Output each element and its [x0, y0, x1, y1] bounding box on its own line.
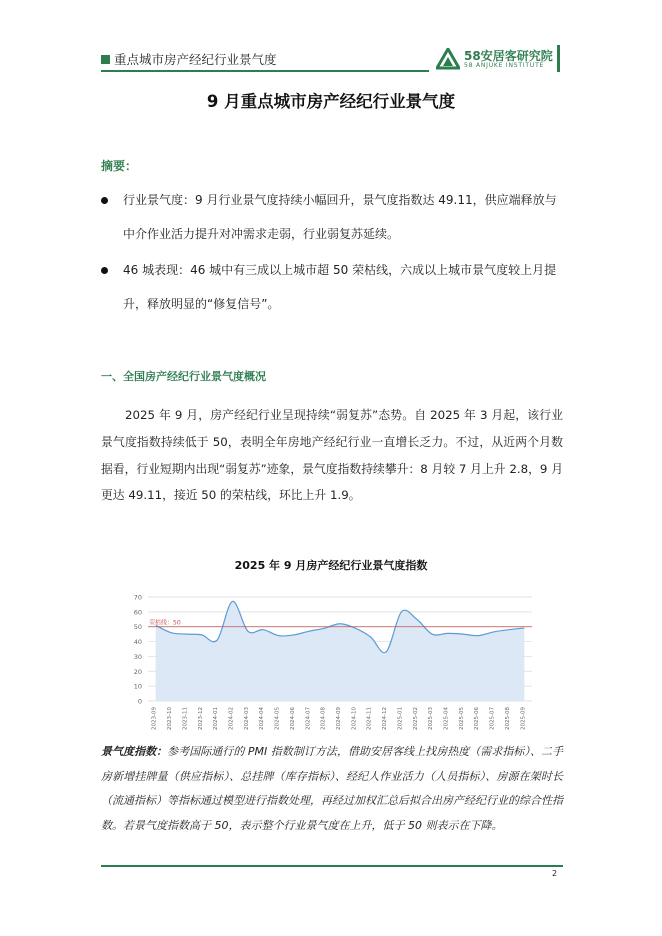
definition-label: 景气度指数：	[101, 745, 168, 758]
x-tick-label: 2024-11	[366, 707, 373, 730]
bullet-text: 46 城表现：46 城中有三成以上城市超 50 荣枯线，六成以上城市景气度较上月提升，释放明显的“修复信号”。	[123, 263, 557, 311]
x-tick-label: 2024-07	[305, 707, 312, 730]
body-paragraph	[101, 402, 563, 509]
logo-bar	[557, 45, 560, 72]
x-tick-label: 2024-12	[382, 707, 389, 730]
x-tick-label: 2024-04	[259, 707, 266, 730]
bullet-dot-icon	[101, 197, 108, 204]
y-tick-label: 10	[133, 682, 142, 691]
x-tick-label: 2025-09	[520, 707, 527, 730]
x-tick-label: 2023-12	[197, 707, 204, 730]
square-icon	[101, 55, 110, 64]
bullet-item	[101, 253, 563, 321]
y-tick-label: 20	[133, 667, 142, 676]
x-tick-label: 2024-01	[213, 707, 220, 730]
y-tick-label: 60	[133, 608, 142, 617]
x-tick-label: 2024-02	[228, 707, 235, 730]
x-tick-label: 2025-02	[412, 707, 419, 730]
x-tick-label: 2025-05	[458, 707, 465, 730]
chart-title: 2025 年 9 月房产经纪行业景气度指数	[234, 559, 428, 572]
body-paragraph-text: 2025 年 9 月，房产经纪行业呈现持续“弱复苏”态势。自 2025 年 3 月起，该行业景气度指数持续低于 50，表明全年房地产经纪行业一直增长乏力。不过，从近两个月数据看，行业短期内出现“弱复苏”迹象，景气度指数持续攀升：8 月较 7 月上升 2.8，9 月更达 49.11，接近 50 的荣枯线，环比上升 1.9。	[101, 408, 563, 503]
x-tick-label: 2024-10	[351, 707, 358, 730]
document-title: 9 月重点城市房产经纪行业景气度	[206, 92, 456, 111]
header-rule	[101, 70, 429, 72]
page-number: 2	[552, 869, 558, 878]
x-tick-label: 2025-06	[474, 707, 481, 730]
x-tick-label: 2023-10	[167, 707, 174, 730]
line-chart	[120, 585, 540, 745]
x-tick-label: 2025-07	[489, 707, 496, 730]
bullet-text: 行业景气度：9 月行业景气度持续小幅回升，景气度指数达 49.11，供应端释放与中介作业活力提升对冲需求走弱，行业弱复苏延续。	[123, 193, 557, 241]
bullet-dot-icon	[101, 267, 108, 274]
logo-mark-icon	[436, 48, 460, 70]
x-tick-label: 2024-06	[289, 707, 296, 730]
x-tick-label: 2024-03	[243, 707, 250, 730]
y-tick-label: 0	[137, 697, 142, 706]
y-tick-label: 30	[133, 652, 142, 661]
reference-line-label: 荣枯线：50	[149, 619, 181, 627]
footer-rule	[101, 865, 563, 867]
y-tick-label: 40	[133, 638, 142, 647]
x-tick-label: 2024-09	[336, 707, 342, 730]
logo-name: 58安居客研究院	[464, 49, 553, 63]
running-header-title: 重点城市房产经纪行业景气度	[114, 52, 277, 67]
x-tick-label: 2025-04	[443, 707, 450, 730]
index-definition	[101, 740, 563, 838]
running-header	[101, 50, 277, 68]
x-tick-label: 2025-01	[397, 707, 404, 730]
x-tick-label: 2025-03	[428, 707, 435, 730]
y-tick-label: 50	[133, 623, 142, 632]
logo-subtitle: 58 ANJUKE INSTITUTE	[464, 62, 545, 69]
area-fill	[156, 601, 525, 701]
logo	[436, 44, 556, 74]
definition-text: 参考国际通行的 PMI 指数制订方法，借助安居客线上找房热度（需求指标）、二手房新增挂牌量（供应指标）、总挂牌（库存指标）、经纪人作业活力（人员指标）、房源在架时长（流通指标）等指标通过模型进行指数处理，再经过加权汇总后拟合出房产经纪行业的综合性指数。若景气度指数高于 50，表示整个行业景气度在上升，低于 50 则表示在下降。	[101, 745, 564, 832]
x-tick-label: 2023-09	[151, 707, 158, 730]
y-tick-label: 70	[133, 593, 142, 602]
x-tick-label: 2024-08	[320, 707, 327, 730]
x-tick-label: 2024-05	[274, 707, 281, 730]
x-tick-label: 2023-11	[182, 707, 189, 730]
section-heading: 一、全国房产经纪行业景气度概况	[101, 370, 266, 383]
bullet-item	[101, 183, 563, 251]
x-tick-label: 2025-08	[504, 707, 511, 730]
abstract-label: 摘要：	[101, 159, 138, 173]
